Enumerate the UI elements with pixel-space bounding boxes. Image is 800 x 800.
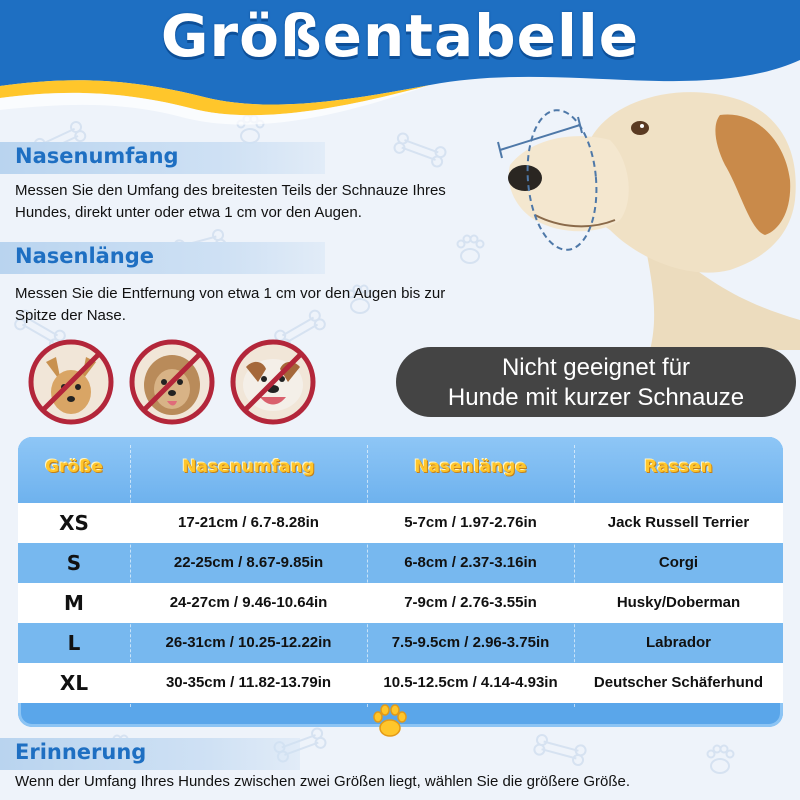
cell-size: XL bbox=[59, 671, 89, 695]
circumference-instructions bbox=[15, 180, 446, 224]
header-length: Nasenlänge bbox=[414, 457, 527, 477]
section-heading-length bbox=[0, 242, 325, 274]
cell-breed: Deutscher Schäferhund bbox=[593, 674, 764, 691]
unsuitable-line1: Nicht geeignet für bbox=[501, 354, 691, 381]
length-instructions bbox=[15, 283, 445, 327]
column-divider bbox=[367, 445, 368, 707]
cell-circumference: 30-35cm / 11.82-13.79in bbox=[165, 674, 332, 691]
table-row bbox=[18, 663, 783, 703]
unsuitable-notice bbox=[396, 347, 796, 417]
page-title: Größentabelle bbox=[160, 2, 640, 70]
cell-circumference: 24-27cm / 9.46-10.64in bbox=[169, 594, 328, 611]
section-heading-length-label: Nasenlänge bbox=[15, 244, 155, 268]
chihuahua-prohibited-icon bbox=[26, 337, 116, 427]
size-table bbox=[18, 437, 783, 727]
cell-size: M bbox=[64, 591, 84, 615]
cell-breed: Jack Russell Terrier bbox=[607, 514, 750, 531]
yorkshire-terrier-prohibited-icon bbox=[127, 337, 217, 427]
cell-breed: Corgi bbox=[658, 554, 699, 571]
cell-circumference: 26-31cm / 10.25-12.22in bbox=[165, 634, 332, 651]
unsuitable-line2: Hunde mit kurzer Schnauze bbox=[447, 384, 745, 411]
cell-length: 7.5-9.5cm / 2.96-3.75in bbox=[391, 634, 550, 651]
circumference-text-line2: Hundes, direkt unter oder etwa 1 cm vor den Augen. bbox=[15, 204, 362, 221]
section-heading-reminder-label: Erinnerung bbox=[15, 740, 147, 764]
cell-length: 10.5-12.5cm / 4.14-4.93in bbox=[383, 674, 558, 691]
table-row bbox=[18, 623, 783, 663]
table-row bbox=[18, 583, 783, 623]
cell-length: 7-9cm / 2.76-3.55in bbox=[404, 594, 537, 611]
header-size: Größe bbox=[45, 457, 103, 477]
table-row bbox=[18, 503, 783, 543]
labrador-head-icon bbox=[490, 70, 800, 350]
cell-breed: Husky/Doberman bbox=[616, 594, 741, 611]
column-divider bbox=[130, 445, 131, 707]
cell-length: 5-7cm / 1.97-2.76in bbox=[404, 514, 537, 531]
bulldog-prohibited-icon bbox=[228, 337, 318, 427]
column-divider bbox=[574, 445, 575, 707]
header-circumference: Nasenumfang bbox=[182, 457, 315, 477]
section-heading-circumference-label: Nasenumfang bbox=[15, 144, 179, 168]
length-text-line2: Spitze der Nase. bbox=[15, 307, 126, 324]
section-heading-reminder bbox=[0, 738, 300, 770]
table-header bbox=[18, 437, 783, 503]
cell-circumference: 17-21cm / 6.7-8.28in bbox=[178, 514, 319, 531]
cell-circumference: 22-25cm / 8.67-9.85in bbox=[173, 554, 324, 571]
table-row bbox=[18, 543, 783, 583]
section-heading-circumference bbox=[0, 142, 325, 174]
reminder-text: Wenn der Umfang Ihres Hundes zwischen zwei Größen liegt, wählen Sie die größere Größe. bbox=[15, 773, 631, 790]
cell-size: L bbox=[67, 631, 81, 655]
cell-length: 6-8cm / 2.37-3.16in bbox=[404, 554, 537, 571]
circumference-text-line1: Messen Sie den Umfang des breitesten Teils der Schnauze Ihres bbox=[15, 182, 446, 199]
cell-size: S bbox=[66, 551, 82, 575]
header-breeds: Rassen bbox=[644, 457, 713, 477]
cell-size: XS bbox=[59, 511, 89, 535]
length-text-line1: Messen Sie die Entfernung von etwa 1 cm vor den Augen bis zur bbox=[15, 285, 446, 302]
paw-icon bbox=[370, 701, 410, 741]
cell-breed: Labrador bbox=[645, 634, 711, 651]
